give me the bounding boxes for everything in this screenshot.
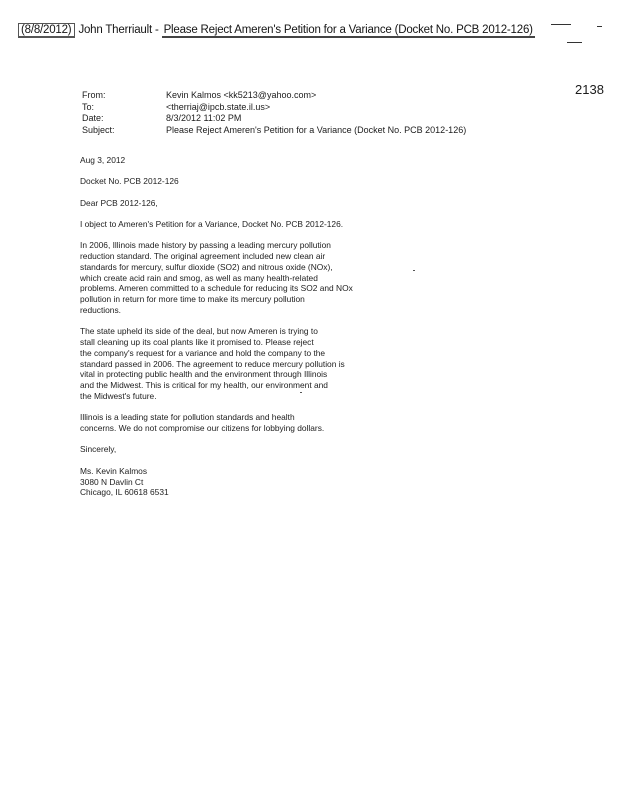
text-line: reduction standard. The original agreement included new clean air [80,250,326,261]
meta-row-to [82,102,466,114]
text-line: stall cleaning up its coal plants like it promised to. Please reject [80,337,314,348]
text-line: vital in protecting public health and the environment through Illinois [80,369,328,380]
letter-paragraph-2 [80,240,400,316]
scan-mark [551,24,571,25]
signature-block [80,466,400,498]
scan-speck [413,270,415,271]
meta-value: 8/3/2012 11:02 PM [166,113,242,124]
letter-paragraph-4 [80,412,400,434]
meta-value: Kevin Kalmos <kk5213@yahoo.com> [166,90,317,100]
header-separator: - [154,24,159,36]
text-line: standards for mercury, sulfur dioxide (SO2) and nitrous oxide (NOx), [80,261,333,272]
text-line: the company's request for a variance and hold the company to the [80,347,326,358]
meta-row-subject [82,125,466,137]
letter-closing: Sincerely, [80,444,117,455]
letter-salutation: Dear PCB 2012-126, [80,197,158,208]
text-line: standard passed in 2006. The agreement to reduce mercury pollution is [80,358,345,369]
text-line: Illinois is a leading state for pollution standards and health [80,412,295,423]
meta-label: Date: [82,113,104,124]
text-line: problems. Ameren committed to a schedule for reducing its SO2 and NOx [80,283,353,294]
text-line: pollution in return for more time to make its mercury pollution [80,294,305,305]
meta-row-from [82,90,466,102]
text-line: and the Midwest. This is critical for my health, our environment and [80,380,328,391]
document-header [18,24,535,36]
header-subject: Please Reject Ameren's Petition for a Variance (Docket No. PCB 2012-126) [163,24,533,36]
page-number: 2138 [575,82,604,97]
meta-label: From: [82,90,106,100]
meta-row-date [82,113,466,125]
signature-name: Ms. Kevin Kalmos [80,465,148,476]
text-line: which create acid rain and smog, as well as many health-related [80,272,318,283]
letter-date: Aug 3, 2012 [80,155,126,165]
text-line: concerns. We do not compromise our citizens for lobbying dollars. [80,423,325,434]
text-line: reductions. [80,304,121,315]
meta-label: Subject: [82,124,115,135]
meta-value: Please Reject Ameren's Petition for a Variance (Docket No. PCB 2012-126) [166,124,467,135]
letter-paragraph-1: I object to Ameren's Petition for a Variance, Docket No. PCB 2012-126. [80,218,344,229]
text-line: The state upheld its side of the deal, but now Ameren is trying to [80,326,318,337]
header-from: John Therriault [78,24,152,36]
text-line: In 2006, Illinois made history by passing a leading mercury pollution [80,240,331,251]
meta-label: To: [82,101,95,112]
signature-city: Chicago, IL 60618 6531 [80,487,169,498]
scan-mark [567,42,582,43]
letter-docket: Docket No. PCB 2012-126 [80,176,179,187]
letter-body [80,155,400,498]
scan-mark [597,26,602,27]
email-meta [82,90,466,136]
meta-value: <therriaj@ipcb.state.il.us> [166,101,271,112]
scan-speck [300,392,302,393]
letter-paragraph-3 [80,326,400,402]
signature-street: 3080 N Davlin Ct [80,476,144,487]
text-line: the Midwest's future. [80,391,157,402]
header-date: (8/8/2012) [18,23,75,38]
